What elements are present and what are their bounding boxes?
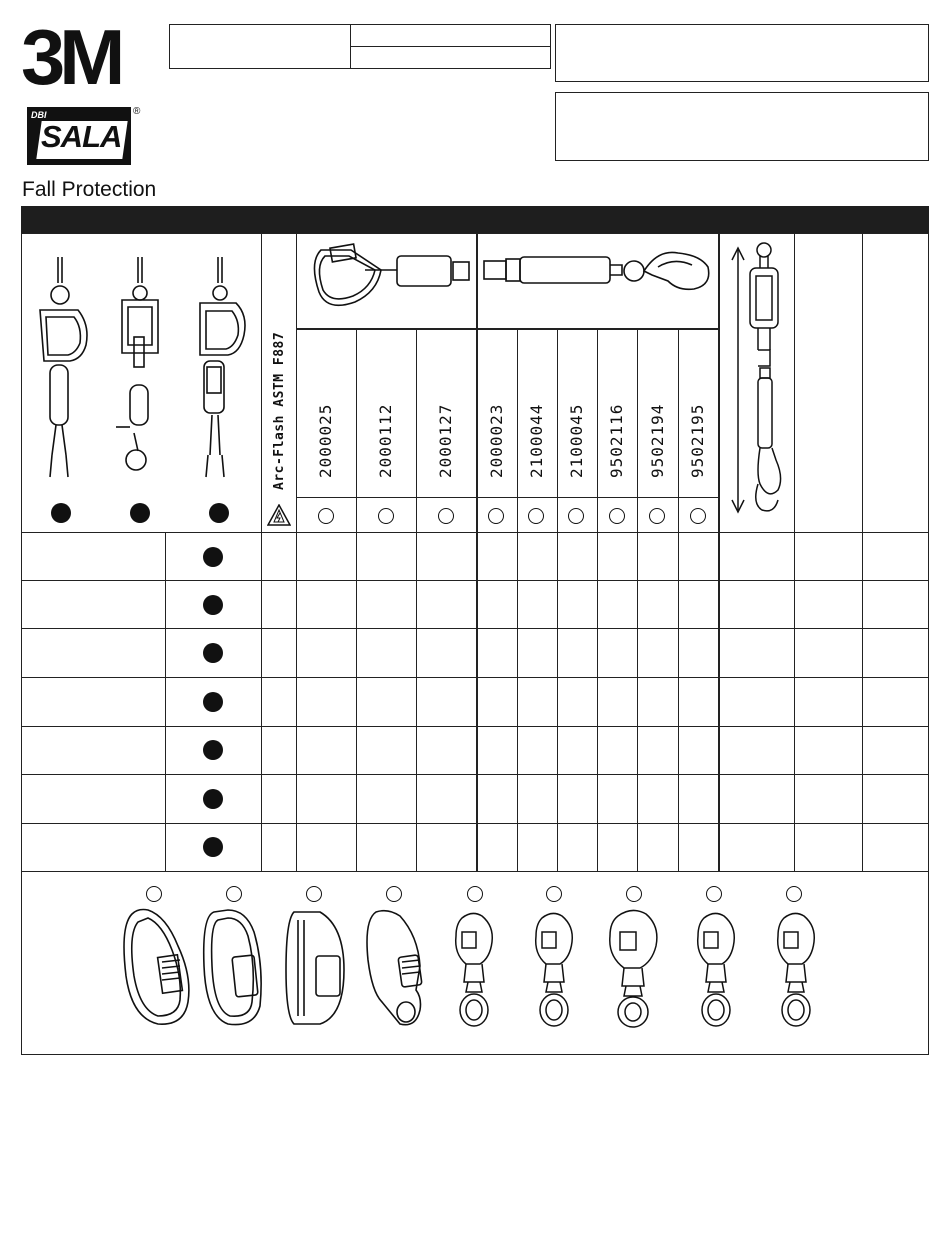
snaphook-code-6: 9502195 xyxy=(688,403,707,478)
row-6-indicator xyxy=(203,789,223,809)
header-box-right-top xyxy=(555,24,929,82)
device-3-indicator xyxy=(209,503,229,523)
connector-1-checkbox[interactable] xyxy=(146,886,162,902)
carabiner-1-checkbox[interactable] xyxy=(318,508,334,524)
header-box-left xyxy=(169,24,351,69)
header-box-mid-top xyxy=(350,24,551,47)
snaphook-code-5: 9502194 xyxy=(648,403,667,478)
carabiner-code-2: 2000112 xyxy=(376,403,395,478)
srl-labelled-icon xyxy=(190,255,250,485)
dbi-sala-logo xyxy=(27,107,131,165)
snaphook-2-checkbox[interactable] xyxy=(528,508,544,524)
srl-twin-leg-icon xyxy=(30,255,90,485)
carabiner-connector-header-icon xyxy=(305,240,475,320)
snaphook-code-3: 2100045 xyxy=(567,403,586,478)
srl-trailing-hook-icon xyxy=(110,255,170,485)
row-1-indicator xyxy=(203,547,223,567)
connector-2-checkbox[interactable] xyxy=(226,886,242,902)
connector-3-checkbox[interactable] xyxy=(306,886,322,902)
snaphook-4-checkbox[interactable] xyxy=(609,508,625,524)
snap-hook-2-icon xyxy=(524,908,584,1030)
arc-flash-label: Arc-Flash ASTM F887 xyxy=(272,331,287,490)
sala-label: SALA xyxy=(41,119,122,154)
arc-flash-warning-icon xyxy=(267,504,291,526)
connector-5-checkbox[interactable] xyxy=(467,886,483,902)
snaphook-3-checkbox[interactable] xyxy=(568,508,584,524)
device-1-indicator xyxy=(51,503,71,523)
snaphook-5-checkbox[interactable] xyxy=(649,508,665,524)
division-title: Fall Protection xyxy=(22,178,157,201)
snaphook-code-1: 2000023 xyxy=(487,403,506,478)
snap-hook-4-icon xyxy=(686,908,746,1030)
connector-4-checkbox[interactable] xyxy=(386,886,402,902)
carabiner-3-checkbox[interactable] xyxy=(438,508,454,524)
snaphook-code-4: 9502116 xyxy=(607,403,626,478)
row-5-indicator xyxy=(203,740,223,760)
header-box-right-bottom xyxy=(555,92,929,161)
connector-7-checkbox[interactable] xyxy=(626,886,642,902)
row-4-indicator xyxy=(203,692,223,712)
carabiner-oval-icon xyxy=(198,906,268,1030)
snap-hook-3-icon xyxy=(600,906,666,1030)
carabiner-code-1: 2000025 xyxy=(316,403,335,478)
carabiner-captive-eye-icon xyxy=(360,906,430,1030)
snaphook-6-checkbox[interactable] xyxy=(690,508,706,524)
row-3-indicator xyxy=(203,643,223,663)
connector-6-checkbox[interactable] xyxy=(546,886,562,902)
lanyard-length-icon xyxy=(728,238,790,520)
snaphook-code-2: 2100044 xyxy=(527,403,546,478)
carabiner-d-icon xyxy=(280,906,350,1030)
header-box-mid-bottom xyxy=(350,46,551,69)
carabiner-keylock-icon xyxy=(118,906,198,1030)
connector-8-checkbox[interactable] xyxy=(706,886,722,902)
row-2-indicator xyxy=(203,595,223,615)
carabiner-code-3: 2000127 xyxy=(436,403,455,478)
device-2-indicator xyxy=(130,503,150,523)
dbi-label: DBI xyxy=(31,110,47,120)
carabiner-2-checkbox[interactable] xyxy=(378,508,394,524)
connector-9-checkbox[interactable] xyxy=(786,886,802,902)
snaphook-1-checkbox[interactable] xyxy=(488,508,504,524)
registered-mark: ® xyxy=(133,106,141,117)
table-header-bar xyxy=(21,206,929,233)
snap-hook-5-icon xyxy=(766,908,826,1030)
row-7-indicator xyxy=(203,837,223,857)
3m-logo: 3M xyxy=(21,13,120,101)
snap-hook-1-icon xyxy=(444,908,504,1030)
snaphook-connector-header-icon xyxy=(482,245,716,305)
